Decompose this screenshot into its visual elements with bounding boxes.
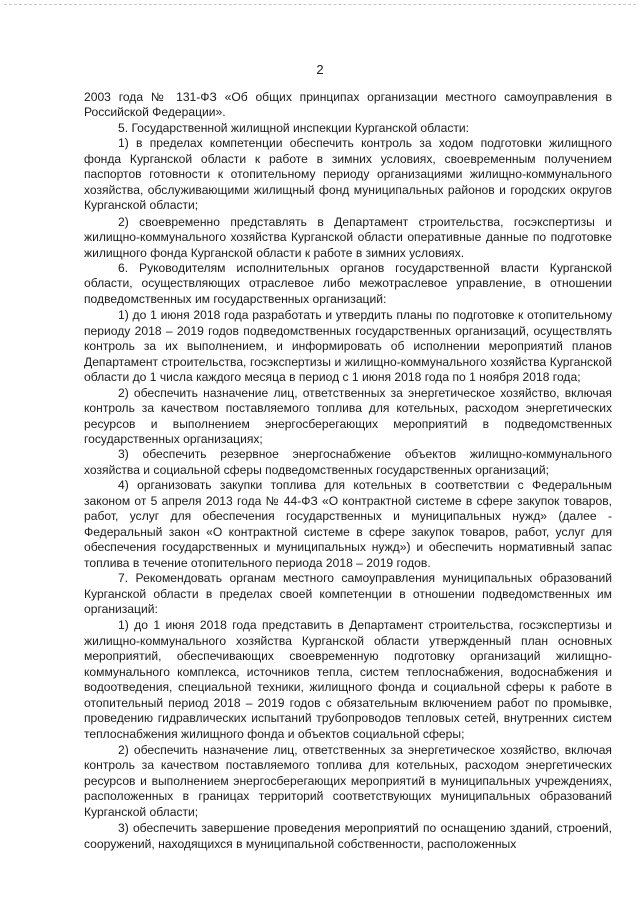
paragraph: 3) обеспечить завершение проведения мероприятий по оснащению зданий, строений, сооружений, находящихся в муниципальной собственности, расположенных (84, 821, 612, 851)
paragraph: 4) организовать закупки топлива для котельных в соответствии с Федеральным законом от 5 апреля 2013 года № 44-ФЗ «О контрактной системе в сфере закупок товаров, работ, услуг для обеспечения государственных и муниципальных нужд» (далее - Федеральный закон «О контрактной системе в сфере закупок товаров, работ, услуг для обеспечения государственных и муниципальных нужд») и обеспечить нормативный запас топлива в течение отопительного периода 2018 – 2019 годов. (84, 478, 612, 570)
document-body (84, 90, 612, 852)
scan-top-rule (4, 4, 636, 5)
paragraph: 2) обеспечить назначение лиц, ответственных за энергетическое хозяйство, включая контроль за качеством поставляемого топлива для котельных, расходом энергетических ресурсов и выполнением энергосберегающих мероприятий в подведомственных государственных организациях; (84, 385, 612, 446)
paragraph: 1) в пределах компетенции обеспечить контроль за ходом подготовки жилищного фонда Курганской области к работе в зимних условиях, своевременным получением паспортов готовности к отопительному периоду организациями жилищно-коммунального хозяйства, обслуживающими жилищный фонд муниципальных районов и городских округов Курганской области; (84, 136, 612, 213)
paragraph: 3) обеспечить резервное энергоснабжение объектов жилищно-коммунального хозяйства и социальной сферы подведомственных государственных организаций; (84, 447, 612, 477)
paragraph: 1) до 1 июня 2018 года представить в Департамент строительства, госэкспертизы и жилищно-коммунального хозяйства Курганской области утвержденный план основных мероприятий, обеспечивающих своевременную подготовку организаций жилищно-коммунального комплекса, источников тепла, систем теплоснабжения, водоснабжения и водоотведения, специальной техники, жилищного фонда и социальной сферы к работе в отопительный период 2018 – 2019 годов с обязательным включением работ по промывке, проведению гидравлических испытаний трубопроводов тепловых сетей, внутренних систем теплоснабжения жилищного фонда и объектов социальной сферы; (84, 618, 612, 741)
page-number: 2 (316, 62, 324, 77)
paragraph: 2) обеспечить назначение лиц, ответственных за энергетическое хозяйство, включая контроль за качеством поставляемого топлива для котельных, расходом энергетических ресурсов и выполнением энергосберегающих мероприятий в муниципальных учреждениях, расположенных в границах территорий соответствующих муниципальных образований Курганской области; (84, 743, 612, 819)
paragraph: 6. Руководителям исполнительных органов государственной власти Курганской области, осуществляющих отраслевое либо межотраслевое управление, в отношении подведомственных им государственных организаций: (84, 260, 612, 306)
paragraph: 7. Рекомендовать органам местного самоуправления муниципальных образований Курганской области в пределах своей компетенции в отношении подведомственных им организаций: (84, 571, 612, 616)
paragraph: 2003 года № 131-ФЗ «Об общих принципах организации местного самоуправления в Российской Федерации». (84, 90, 612, 120)
paragraph: 1) до 1 июня 2018 года разработать и утвердить планы по подготовке к отопительному периоду 2018 – 2019 годов подведомственных государственных организаций, осуществлять контроль за их выполнением, и информировать об исполнении мероприятий планов Департамент строительства, госэкспертизы и жилищно-коммунального хозяйства Курганской области до 1 числа каждого месяца в период с 1 июня 2018 года по 1 ноября 2018 года; (84, 308, 612, 385)
paragraph: 2) своевременно представлять в Департамент строительства, госэкспертизы и жилищно-коммунального хозяйства Курганской области оперативные данные по подготовке жилищного фонда Курганской области к работе в зимних условиях. (84, 214, 612, 260)
paragraph: 5. Государственной жилищной инспекции Курганской области: (118, 120, 470, 135)
